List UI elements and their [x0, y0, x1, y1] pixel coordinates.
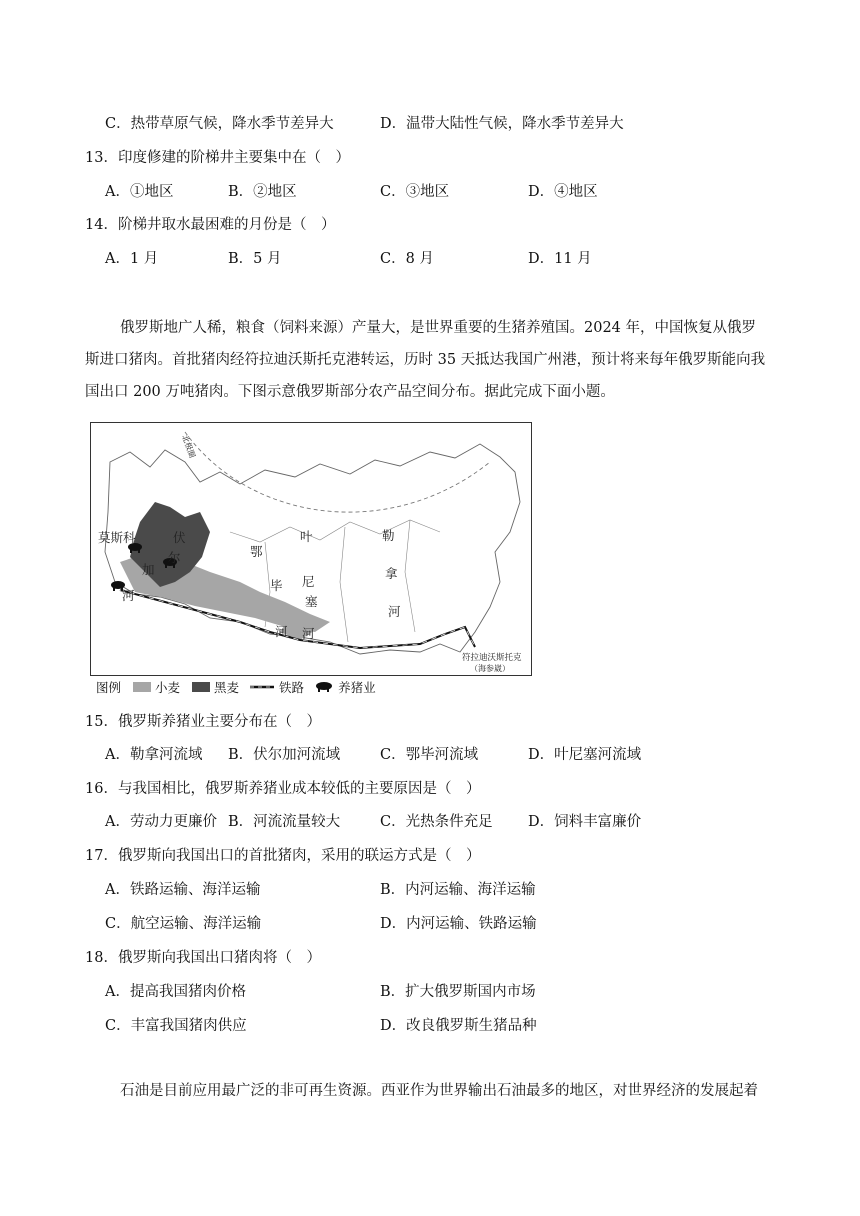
- q18-option-d: D．改良俄罗斯生猪品种: [380, 1018, 537, 1034]
- passage-2: [85, 1075, 785, 1107]
- q18-option-b: B．扩大俄罗斯国内市场: [380, 984, 536, 1000]
- q13-option-a: A．①地区: [105, 184, 174, 200]
- q13-stem: 13．印度修建的阶梯井主要集中在（ ）: [85, 150, 350, 166]
- q15-option-d: D．叶尼塞河流域: [528, 747, 642, 763]
- q17-option-b: B．内河运输、海洋运输: [380, 882, 536, 898]
- q14-option-c: C．8 月: [380, 251, 434, 267]
- q14-option-a: A．1 月: [105, 251, 159, 267]
- label-vladivostok-sub: （海参崴）: [470, 664, 510, 673]
- label-volga-2: 尔: [168, 550, 181, 565]
- legend-railway: 铁路: [279, 680, 305, 695]
- label-yenisei-3: 塞: [305, 594, 318, 609]
- legend-rye-swatch: [192, 682, 210, 692]
- passage: [85, 312, 785, 408]
- passage-line-2: 斯进口猪肉。首批猪肉经符拉迪沃斯托克港转运，历时 35 天抵达我国广州港，预计将来每年俄罗斯能向我: [85, 352, 766, 368]
- passage-2-line-1: 石油是目前应用最广泛的非可再生资源。西亚作为世界输出石油最多的地区，对世界经济的发展起着: [120, 1083, 758, 1099]
- q16-option-c: C．光热条件充足: [380, 814, 493, 830]
- label-ob-1: 鄂: [250, 544, 263, 559]
- q16-option-d: D．饲料丰富廉价: [528, 814, 642, 830]
- q18-option-c: C．丰富我国猪肉供应: [105, 1018, 247, 1034]
- label-yenisei-1: 叶: [300, 529, 313, 544]
- label-lena-2: 拿: [385, 566, 398, 581]
- label-yenisei-4: 河: [302, 626, 315, 641]
- passage-line-3: 国出口 200 万吨猪肉。下图示意俄罗斯部分农产品空间分布。据此完成下面小题。: [85, 384, 615, 400]
- legend-wheat-swatch: [133, 682, 151, 692]
- q14-option-d: D．11 月: [528, 251, 592, 267]
- q16-option-b: B．河流流量较大: [228, 814, 341, 830]
- legend-railway-icon: [249, 682, 275, 692]
- q17-option-d: D．内河运输、铁路运输: [380, 916, 537, 932]
- q17-option-a: A．铁路运输、海洋运输: [105, 882, 261, 898]
- legend-title: 图例: [96, 680, 122, 695]
- q17-option-c: C．航空运输、海洋运输: [105, 916, 262, 932]
- q16-stem: 16．与我国相比，俄罗斯养猪业成本较低的主要原因是（ ）: [85, 781, 481, 797]
- q18-option-a: A．提高我国猪肉价格: [105, 984, 246, 1000]
- q18-stem: 18．俄罗斯向我国出口猪肉将（ ）: [85, 950, 321, 966]
- q15-option-c: C．鄂毕河流域: [380, 747, 479, 763]
- q15-option-b: B．伏尔加河流域: [228, 747, 341, 763]
- q14-option-b: B．5 月: [228, 251, 282, 267]
- legend-pig-icon: [314, 681, 334, 693]
- label-yenisei-2: 尼: [302, 574, 315, 589]
- label-lena-1: 勒: [382, 528, 395, 543]
- label-ob-2: 毕: [270, 578, 283, 593]
- label-volga-4: 河: [122, 588, 135, 603]
- q12-option-d: D．温带大陆性气候，降水季节差异大: [380, 116, 624, 132]
- label-vladivostok: 符拉迪沃斯托克: [462, 653, 522, 663]
- q15-stem: 15．俄罗斯养猪业主要分布在（ ）: [85, 714, 321, 730]
- label-lena-3: 河: [388, 604, 401, 619]
- q15-option-a: A．勒拿河流域: [105, 747, 203, 763]
- russia-agriculture-map: [90, 422, 532, 676]
- legend-wheat: 小麦: [155, 680, 181, 695]
- label-volga-1: 伏: [173, 530, 186, 545]
- label-volga-3: 加: [142, 562, 155, 577]
- q13-option-c: C．③地区: [380, 184, 450, 200]
- q12-option-c: C．热带草原气候，降水季节差异大: [105, 116, 334, 132]
- q14-stem: 14．阶梯井取水最困难的月份是（ ）: [85, 217, 336, 233]
- label-moscow: 莫斯科: [98, 530, 136, 545]
- q16-option-a: A．劳动力更廉价: [105, 814, 217, 830]
- legend-rye: 黑麦: [214, 680, 240, 695]
- label-ob-3: 河: [275, 624, 288, 639]
- q13-option-b: B．②地区: [228, 184, 297, 200]
- map-legend: [96, 678, 376, 696]
- label-arctic-circle: 北极圈: [180, 433, 197, 460]
- q13-option-d: D．④地区: [528, 184, 598, 200]
- q17-stem: 17．俄罗斯向我国出口的首批猪肉，采用的联运方式是（ ）: [85, 848, 481, 864]
- legend-pig: 养猪业: [338, 680, 376, 695]
- passage-line-1: 俄罗斯地广人稀，粮食（饲料来源）产量大，是世界重要的生猪养殖国。2024 年，中国恢复从俄罗: [120, 320, 757, 336]
